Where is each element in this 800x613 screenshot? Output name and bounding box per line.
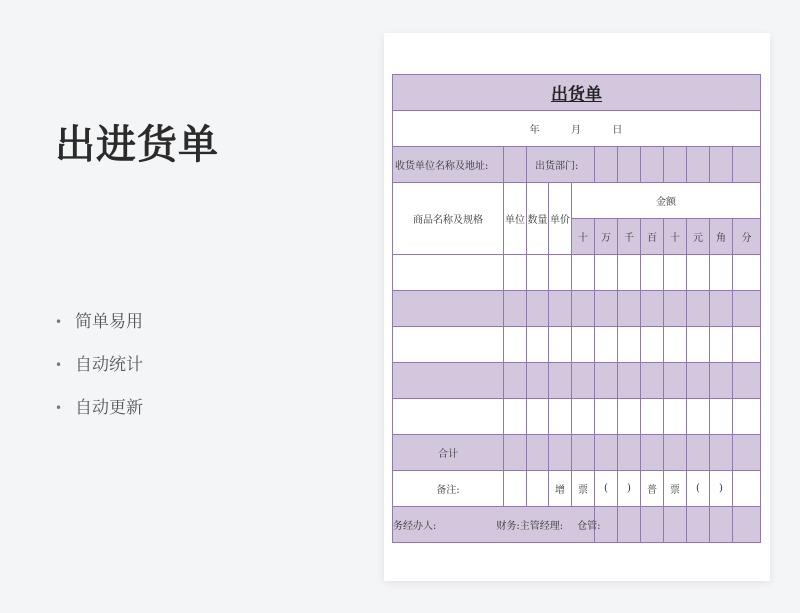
- amount-unit-bai: 百: [641, 219, 664, 255]
- table-cell[interactable]: [595, 255, 618, 291]
- signature-line: [393, 507, 601, 543]
- bullet-icon: •: [55, 358, 63, 372]
- month-label: 月: [571, 125, 583, 136]
- table-cell[interactable]: [595, 399, 618, 435]
- table-cell[interactable]: [595, 327, 618, 363]
- table-cell[interactable]: [527, 327, 549, 363]
- handler-label: 务经办人:: [393, 521, 437, 532]
- table-cell[interactable]: [504, 399, 527, 435]
- amount-unit-ten-thousand-group: 十: [572, 219, 595, 255]
- table-cell[interactable]: [664, 255, 687, 291]
- table-cell[interactable]: [641, 363, 664, 399]
- year-label: 年: [529, 125, 541, 136]
- feature-label: 简单易用: [75, 312, 143, 332]
- total-cell[interactable]: [618, 435, 641, 471]
- total-cell[interactable]: [504, 435, 527, 471]
- table-cell[interactable]: [549, 363, 572, 399]
- table-cell[interactable]: [710, 327, 733, 363]
- table-row: [393, 327, 761, 363]
- table-row: [393, 291, 761, 327]
- remark-text: 票: [572, 471, 595, 507]
- table-cell[interactable]: [504, 255, 527, 291]
- total-cell[interactable]: [641, 435, 664, 471]
- table-cell[interactable]: [572, 363, 595, 399]
- remark-text: 普: [641, 471, 664, 507]
- feature-item: [55, 394, 143, 437]
- table-cell[interactable]: [572, 327, 595, 363]
- table-cell[interactable]: [549, 255, 572, 291]
- dept-cell[interactable]: [664, 147, 687, 183]
- dept-cell[interactable]: [641, 147, 664, 183]
- footer-cell[interactable]: [618, 507, 641, 543]
- feature-list: [55, 308, 143, 437]
- table-cell[interactable]: [572, 255, 595, 291]
- receiver-label: 收货单位名称及地址:: [393, 147, 504, 183]
- dept-cell[interactable]: [618, 147, 641, 183]
- footer-cell[interactable]: [664, 507, 687, 543]
- warehouse-label: 仓管:: [577, 521, 601, 532]
- total-label: 合计: [393, 435, 504, 471]
- table-cell[interactable]: [595, 291, 618, 327]
- remark-text: ): [618, 471, 641, 507]
- dept-label: 出货部门:: [527, 147, 595, 183]
- table-cell[interactable]: [664, 363, 687, 399]
- table-row: [393, 399, 761, 435]
- col-header-price: 单价: [549, 183, 572, 255]
- page-title: 出进货单: [55, 122, 219, 168]
- table-cell[interactable]: [618, 255, 641, 291]
- dept-cell[interactable]: [733, 147, 761, 183]
- col-header-amount: 金额: [572, 183, 761, 219]
- table-cell[interactable]: [618, 399, 641, 435]
- remark-text: (: [595, 471, 618, 507]
- remark-text: 票: [664, 471, 687, 507]
- table-row: [393, 255, 761, 291]
- remark-row: [393, 471, 761, 507]
- table-cell[interactable]: [687, 399, 710, 435]
- table-cell[interactable]: [710, 255, 733, 291]
- table-cell[interactable]: [733, 399, 761, 435]
- table-cell[interactable]: [687, 363, 710, 399]
- footer-row: [393, 507, 761, 543]
- table-cell[interactable]: [641, 255, 664, 291]
- table-cell[interactable]: [641, 327, 664, 363]
- table-cell[interactable]: [527, 399, 549, 435]
- remark-cell[interactable]: [733, 471, 761, 507]
- table-cell[interactable]: [504, 327, 527, 363]
- feature-label: 自动更新: [75, 398, 143, 418]
- invoice-sheet-preview: [384, 33, 770, 581]
- receiver-cell[interactable]: [504, 147, 527, 183]
- total-cell[interactable]: [572, 435, 595, 471]
- amount-unit-jiao: 角: [710, 219, 733, 255]
- shipment-table: [392, 74, 761, 543]
- table-cell[interactable]: [393, 399, 504, 435]
- table-cell[interactable]: [664, 327, 687, 363]
- total-cell[interactable]: [710, 435, 733, 471]
- table-cell[interactable]: [710, 291, 733, 327]
- table-cell[interactable]: [393, 327, 504, 363]
- feature-label: 自动统计: [75, 355, 143, 375]
- footer-cell[interactable]: [687, 507, 710, 543]
- table-cell[interactable]: [527, 291, 549, 327]
- amount-unit-shi: 十: [664, 219, 687, 255]
- col-header-unit: 单位: [504, 183, 527, 255]
- table-cell[interactable]: [549, 399, 572, 435]
- table-cell[interactable]: [618, 363, 641, 399]
- table-cell[interactable]: [733, 327, 761, 363]
- table-cell[interactable]: [664, 399, 687, 435]
- table-cell[interactable]: [641, 399, 664, 435]
- table-cell[interactable]: [733, 255, 761, 291]
- total-cell[interactable]: [664, 435, 687, 471]
- table-cell[interactable]: [733, 291, 761, 327]
- table-cell[interactable]: [618, 327, 641, 363]
- table-cell[interactable]: [710, 363, 733, 399]
- remark-text: ): [710, 471, 733, 507]
- table-row: [393, 363, 761, 399]
- bullet-icon: •: [55, 315, 63, 329]
- table-cell[interactable]: [687, 291, 710, 327]
- remark-label: 备注:: [393, 471, 504, 507]
- day-label: 日: [612, 125, 624, 136]
- table-cell[interactable]: [641, 291, 664, 327]
- table-cell[interactable]: [687, 255, 710, 291]
- dept-cell[interactable]: [595, 147, 618, 183]
- feature-item: [55, 351, 143, 394]
- total-cell[interactable]: [595, 435, 618, 471]
- table-cell[interactable]: [393, 291, 504, 327]
- amount-unit-yuan: 元: [687, 219, 710, 255]
- total-cell[interactable]: [687, 435, 710, 471]
- total-cell[interactable]: [527, 435, 549, 471]
- table-cell[interactable]: [504, 291, 527, 327]
- table-cell[interactable]: [527, 255, 549, 291]
- amount-unit-wan: 万: [595, 219, 618, 255]
- footer-cell[interactable]: [710, 507, 733, 543]
- table-cell[interactable]: [595, 363, 618, 399]
- table-cell[interactable]: [664, 291, 687, 327]
- remark-cell[interactable]: [527, 471, 549, 507]
- date-row: [393, 111, 761, 147]
- remark-cell[interactable]: [504, 471, 527, 507]
- table-cell[interactable]: [733, 363, 761, 399]
- dept-cell[interactable]: [710, 147, 733, 183]
- feature-item: [55, 308, 143, 351]
- table-cell[interactable]: [393, 363, 504, 399]
- amount-unit-fen: 分: [733, 219, 761, 255]
- table-cell[interactable]: [527, 363, 549, 399]
- footer-cell[interactable]: [733, 507, 761, 543]
- supervisor-label: 主管经理:: [519, 521, 564, 532]
- finance-label: 财务:: [496, 521, 520, 532]
- remark-text: (: [687, 471, 710, 507]
- table-cell[interactable]: [710, 399, 733, 435]
- table-cell[interactable]: [572, 291, 595, 327]
- sheet-title: 出货单: [393, 75, 761, 111]
- remark-text: 增: [549, 471, 572, 507]
- dept-cell[interactable]: [687, 147, 710, 183]
- total-row: [393, 435, 761, 471]
- total-cell[interactable]: [733, 435, 761, 471]
- table-cell[interactable]: [687, 327, 710, 363]
- footer-cell[interactable]: [641, 507, 664, 543]
- table-cell[interactable]: [549, 291, 572, 327]
- table-cell[interactable]: [549, 327, 572, 363]
- total-cell[interactable]: [549, 435, 572, 471]
- table-cell[interactable]: [504, 363, 527, 399]
- table-cell[interactable]: [618, 291, 641, 327]
- table-cell[interactable]: [572, 399, 595, 435]
- amount-unit-qian: 千: [618, 219, 641, 255]
- table-cell[interactable]: [393, 255, 504, 291]
- col-header-qty: 数量: [527, 183, 549, 255]
- col-header-product: 商品名称及规格: [393, 183, 504, 255]
- bullet-icon: •: [55, 401, 63, 415]
